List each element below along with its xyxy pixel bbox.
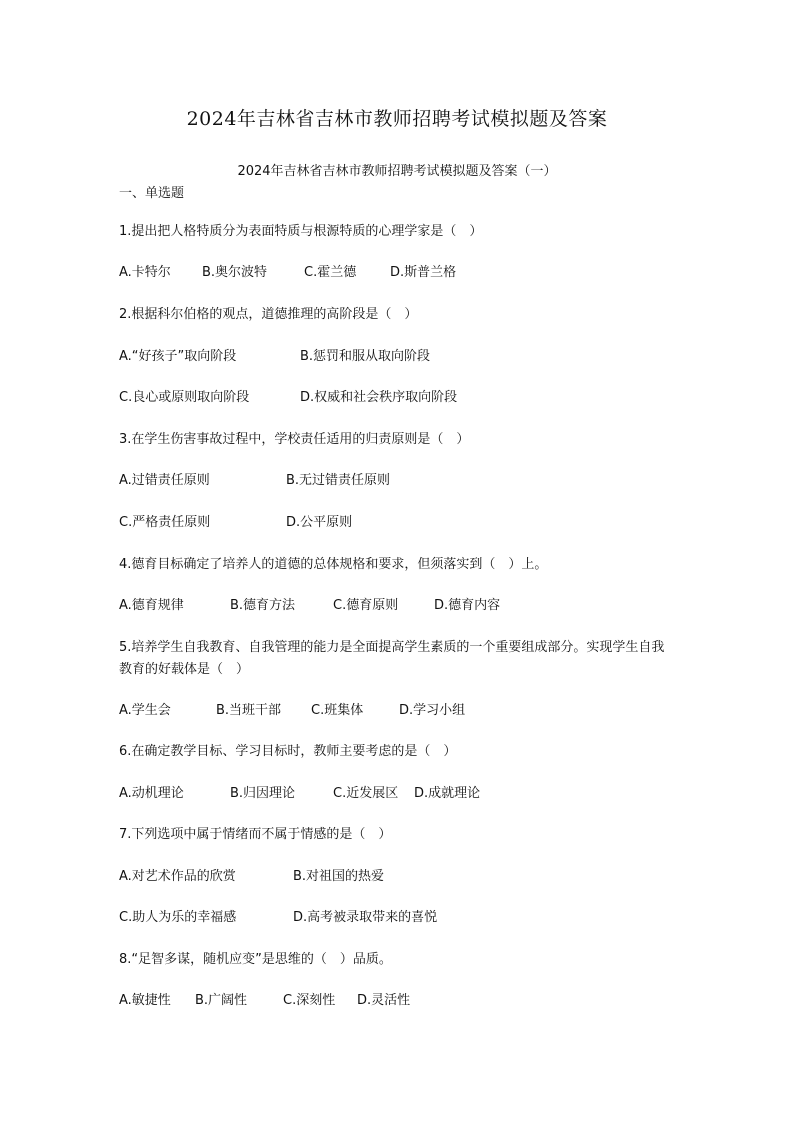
option-d: D.德育内容	[434, 598, 501, 613]
option-b: B.惩罚和服从取向阶段	[300, 349, 431, 364]
option-b: B.广阔性	[195, 993, 248, 1008]
option-d: D.成就理论	[414, 786, 481, 801]
option-c: C.德育原则	[333, 598, 399, 613]
question-2-options-row-1	[0, 346, 794, 368]
question-6-options	[0, 783, 794, 805]
option-c: C.助人为乐的幸福感	[119, 910, 237, 925]
question-2-options-row-2	[0, 387, 794, 409]
question-7-options-row-1	[0, 866, 794, 888]
option-c: C.近发展区	[333, 786, 399, 801]
question-4: 4.德育目标确定了培养人的道德的总体规格和要求，但须落实到（ ）上。	[119, 557, 548, 572]
question-5: 5.培养学生自我教育、自我管理的能力是全面提高学生素质的一个重要组成部分。实现学生自我教育的好载体是（ ）	[119, 640, 665, 677]
section-heading: 一、单选题	[119, 186, 185, 201]
option-d: D.公平原则	[286, 515, 353, 530]
option-c: C.严格责任原则	[119, 515, 211, 530]
document-subtitle: 2024年吉林省吉林市教师招聘考试模拟题及答案（一）	[237, 164, 557, 179]
option-b: B.对祖国的热爱	[293, 869, 385, 884]
option-c: C.班集体	[311, 703, 364, 718]
question-3: 3.在学生伤害事故过程中，学校责任适用的归责原则是（ ）	[119, 432, 470, 447]
question-6: 6.在确定教学目标、学习目标时，教师主要考虑的是（ ）	[119, 744, 457, 759]
option-a: A.卡特尔	[119, 265, 171, 280]
option-d: D.斯普兰格	[390, 265, 457, 280]
option-c: C.霍兰德	[304, 265, 357, 280]
option-b: B.归因理论	[230, 786, 296, 801]
question-8: 8.“足智多谋，随机应变”是思维的（ ）品质。	[119, 952, 392, 967]
option-b: B.奥尔波特	[202, 265, 268, 280]
option-a: A.对艺术作品的欣赏	[119, 869, 236, 884]
question-2: 2.根据科尔伯格的观点，道德推理的高阶段是（ ）	[119, 307, 418, 322]
option-d: D.学习小组	[399, 703, 466, 718]
question-7-options-row-2	[0, 907, 794, 929]
option-b: B.当班干部	[216, 703, 282, 718]
document-title: 2024年吉林省吉林市教师招聘考试模拟题及答案	[186, 108, 608, 130]
question-5-options	[0, 700, 794, 722]
option-c: C.良心或原则取向阶段	[119, 390, 250, 405]
question-3-options-row-1	[0, 470, 794, 492]
option-a: A.过错责任原则	[119, 473, 210, 488]
question-7: 7.下列选项中属于情绪而不属于情感的是（ ）	[119, 827, 392, 842]
option-b: B.无过错责任原则	[286, 473, 391, 488]
question-3-options-row-2	[0, 512, 794, 534]
question-8-options	[0, 990, 794, 1012]
question-1-options	[0, 262, 794, 284]
question-4-options	[0, 595, 794, 617]
option-c: C.深刻性	[283, 993, 336, 1008]
option-d: D.灵活性	[357, 993, 411, 1008]
option-d: D.高考被录取带来的喜悦	[293, 910, 438, 925]
option-a: A.敏捷性	[119, 993, 171, 1008]
option-a: A.学生会	[119, 703, 171, 718]
option-d: D.权威和社会秩序取向阶段	[300, 390, 458, 405]
option-b: B.德育方法	[230, 598, 296, 613]
option-a: A.动机理论	[119, 786, 184, 801]
option-a: A.德育规律	[119, 598, 184, 613]
option-a: A.“好孩子”取向阶段	[119, 349, 237, 364]
question-1: 1.提出把人格特质分为表面特质与根源特质的心理学家是（ ）	[119, 224, 483, 239]
